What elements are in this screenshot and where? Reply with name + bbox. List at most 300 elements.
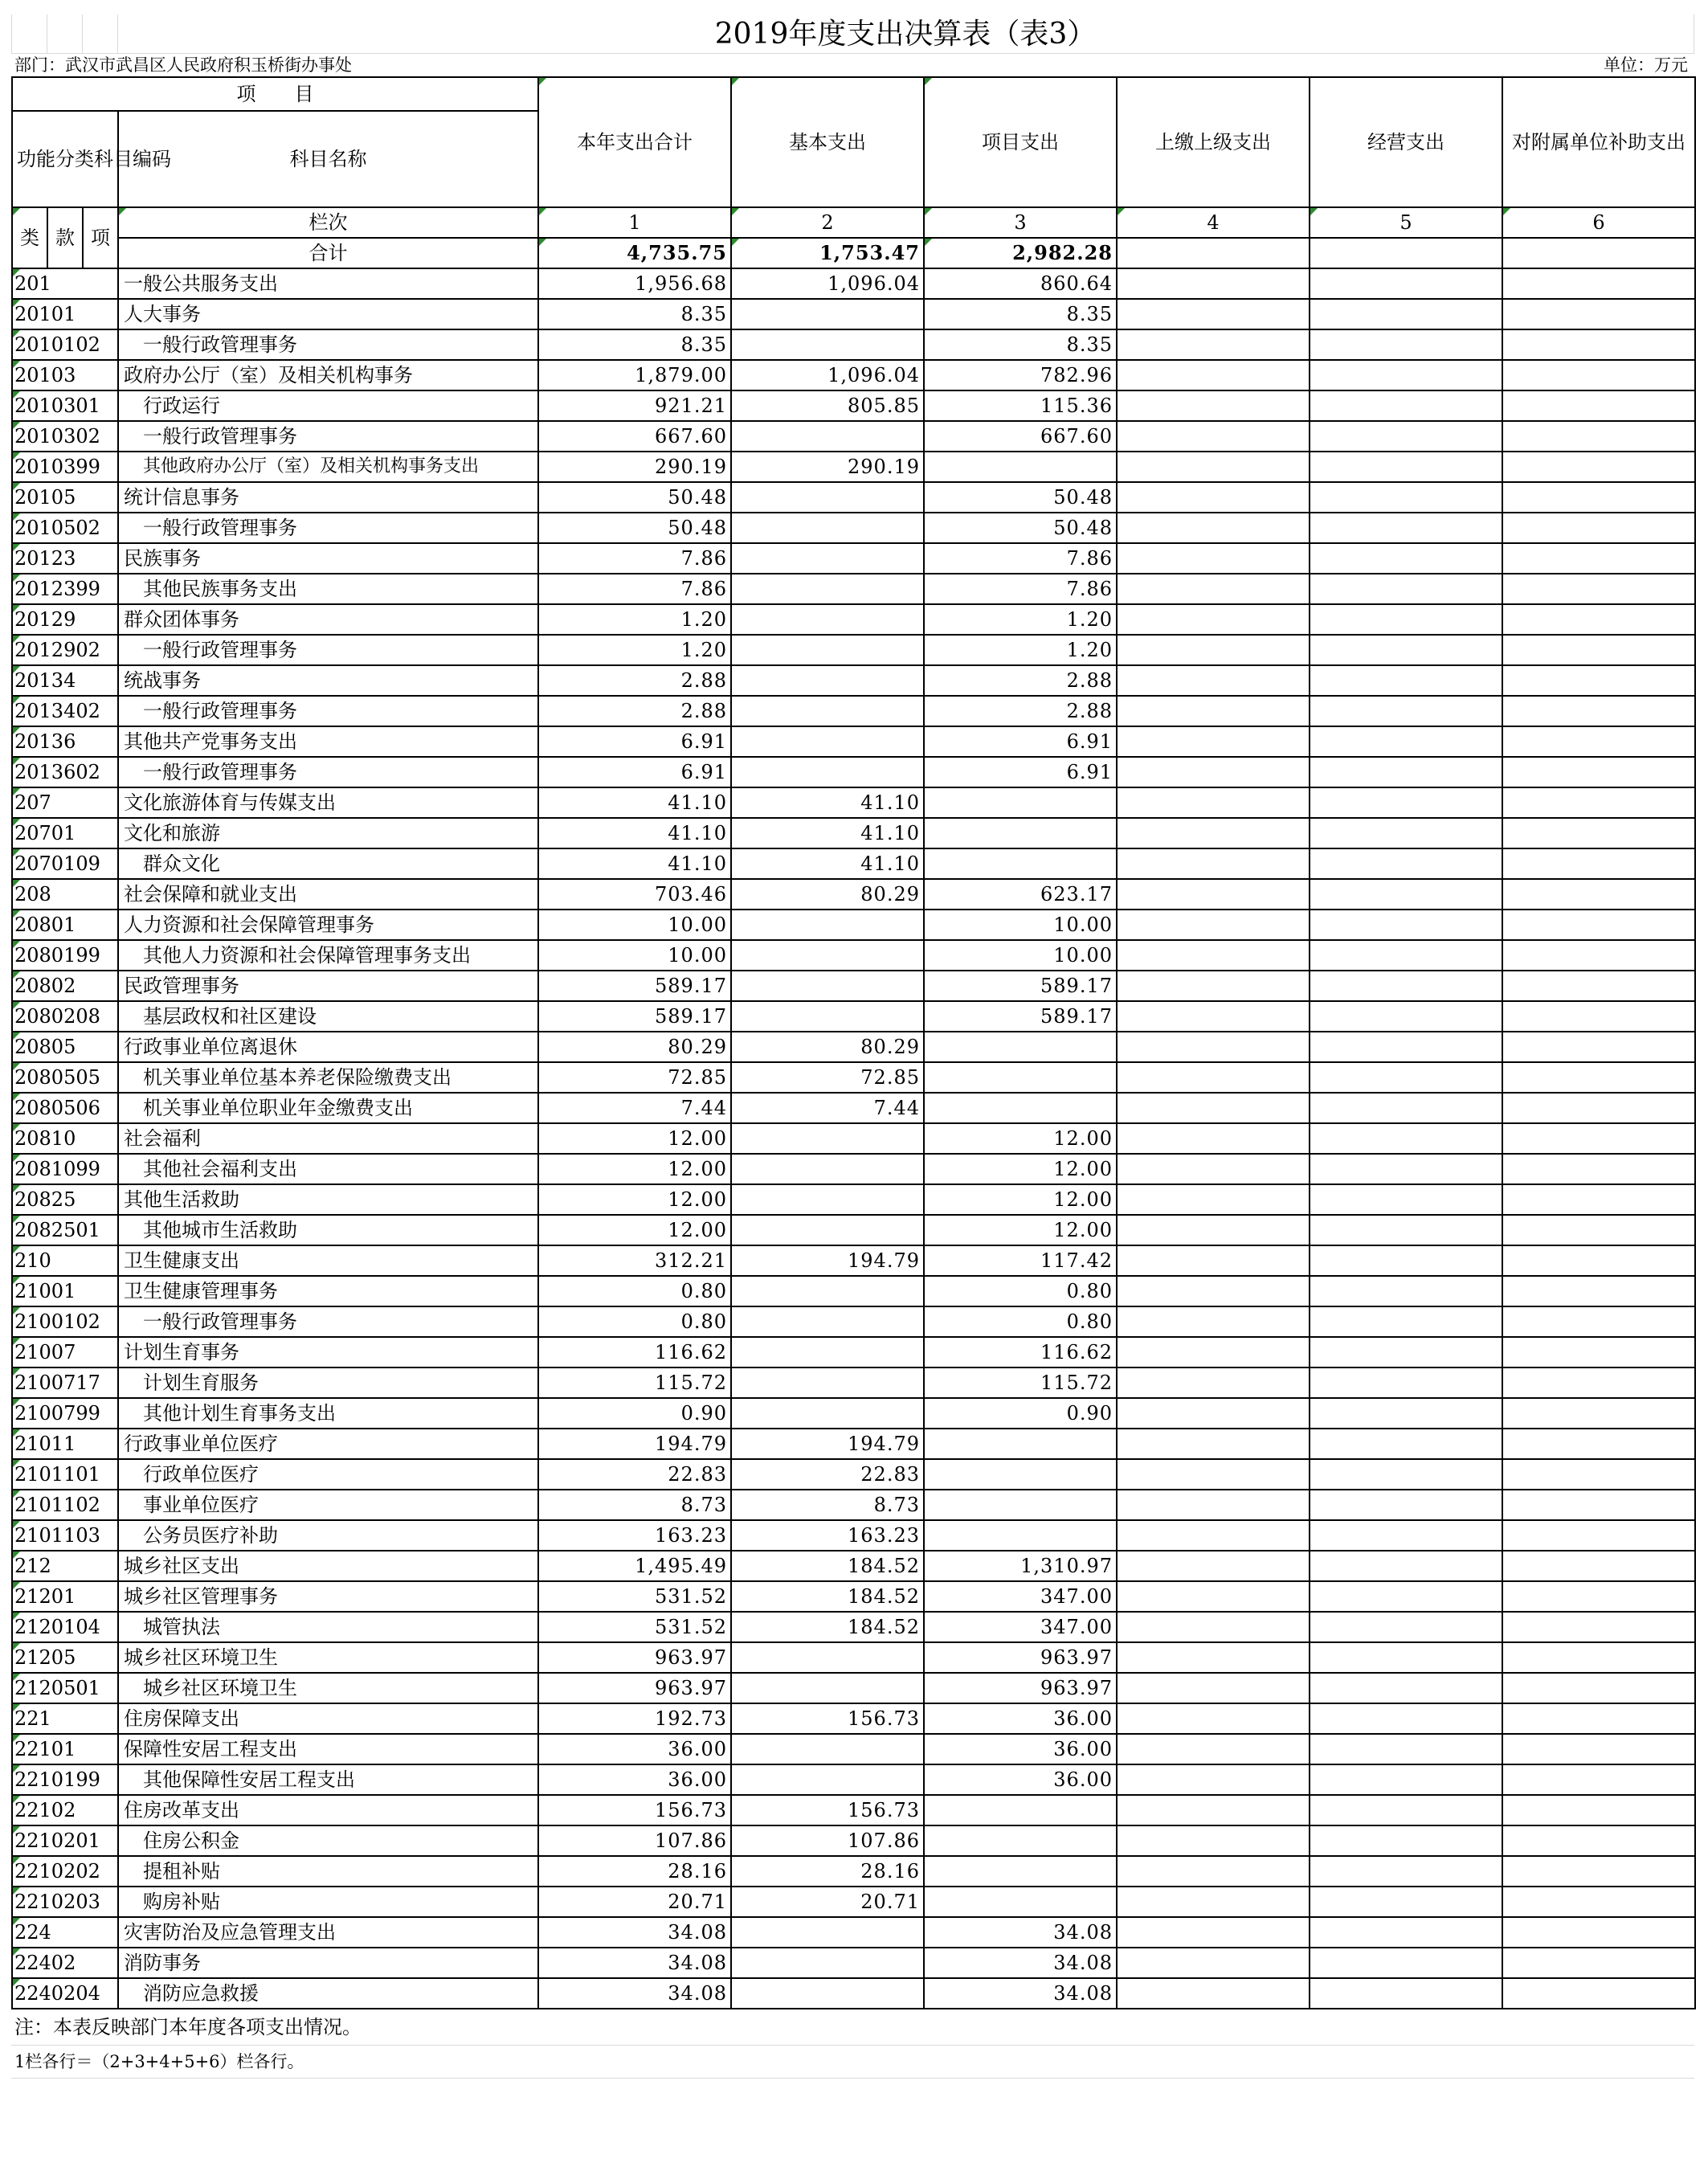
row-value-col-2 — [731, 574, 924, 604]
row-value-col-3: 36.00 — [924, 1734, 1117, 1764]
row-value-col-3: 7.86 — [924, 543, 1117, 574]
row-name: 一般行政管理事务 — [118, 635, 538, 665]
row-value-col-4 — [1117, 1917, 1310, 1948]
row-value-col-3: 1.20 — [924, 635, 1117, 665]
table-row — [12, 1184, 1695, 1215]
table-row — [12, 268, 1695, 299]
row-value-col-5 — [1310, 299, 1502, 329]
total-label: 合计 — [118, 238, 538, 268]
row-value-col-6 — [1502, 1703, 1695, 1734]
table-row — [12, 1734, 1695, 1764]
row-value-col-2: 1,096.04 — [731, 360, 924, 390]
header-col-5: 经营支出 — [1310, 77, 1502, 207]
row-value-col-4 — [1117, 1367, 1310, 1398]
row-value-col-1: 7.44 — [538, 1093, 731, 1123]
row-value-col-2: 28.16 — [731, 1856, 924, 1887]
row-code: 2210202 — [12, 1856, 118, 1887]
table-row — [12, 757, 1695, 787]
table-row — [12, 452, 1695, 482]
row-value-col-1: 8.35 — [538, 299, 731, 329]
expenditure-table — [11, 76, 1696, 2009]
row-value-col-6 — [1502, 574, 1695, 604]
row-value-col-6 — [1502, 1367, 1695, 1398]
row-value-col-5 — [1310, 1276, 1502, 1306]
row-value-col-5 — [1310, 1245, 1502, 1276]
row-value-col-1: 1,956.68 — [538, 268, 731, 299]
row-value-col-3: 115.72 — [924, 1367, 1117, 1398]
row-value-col-5 — [1310, 1459, 1502, 1490]
row-value-col-5 — [1310, 1398, 1502, 1429]
row-code: 2210201 — [12, 1825, 118, 1856]
row-name: 其他社会福利支出 — [118, 1154, 538, 1184]
meta-row — [11, 53, 1694, 76]
row-value-col-2 — [731, 1123, 924, 1154]
table-row — [12, 1306, 1695, 1337]
row-value-col-6 — [1502, 787, 1695, 818]
row-value-col-2 — [731, 1642, 924, 1673]
row-value-col-2: 194.79 — [731, 1429, 924, 1459]
table-row — [12, 1887, 1695, 1917]
col-num-5: 5 — [1310, 207, 1502, 238]
row-value-col-2: 72.85 — [731, 1062, 924, 1093]
row-value-col-3: 10.00 — [924, 910, 1117, 940]
row-value-col-6 — [1502, 971, 1695, 1001]
row-value-col-5 — [1310, 1703, 1502, 1734]
row-value-col-3: 347.00 — [924, 1612, 1117, 1642]
total-col-1: 4,735.75 — [538, 238, 731, 268]
row-code: 21011 — [12, 1429, 118, 1459]
row-value-col-6 — [1502, 665, 1695, 696]
row-value-col-1: 34.08 — [538, 1978, 731, 2009]
row-value-col-5 — [1310, 1642, 1502, 1673]
row-value-col-4 — [1117, 1764, 1310, 1795]
row-value-col-5 — [1310, 1062, 1502, 1093]
row-value-col-2 — [731, 1734, 924, 1764]
row-value-col-5 — [1310, 390, 1502, 421]
row-value-col-2 — [731, 696, 924, 726]
row-value-col-2: 156.73 — [731, 1795, 924, 1825]
row-value-col-1: 589.17 — [538, 1001, 731, 1032]
row-value-col-2: 184.52 — [731, 1581, 924, 1612]
row-value-col-1: 1.20 — [538, 635, 731, 665]
row-code: 2101101 — [12, 1459, 118, 1490]
row-value-col-1: 6.91 — [538, 757, 731, 787]
row-value-col-1: 703.46 — [538, 879, 731, 910]
total-col-5 — [1310, 238, 1502, 268]
header-col-2: 基本支出 — [731, 77, 924, 207]
row-value-col-2 — [731, 635, 924, 665]
row-value-col-3: 34.08 — [924, 1948, 1117, 1978]
row-name: 统战事务 — [118, 665, 538, 696]
row-value-col-3 — [924, 1795, 1117, 1825]
row-name: 一般行政管理事务 — [118, 696, 538, 726]
row-code: 224 — [12, 1917, 118, 1948]
row-value-col-2 — [731, 1764, 924, 1795]
row-value-col-3: 0.80 — [924, 1276, 1117, 1306]
row-value-col-3 — [924, 787, 1117, 818]
row-value-col-1: 50.48 — [538, 513, 731, 543]
row-value-col-2 — [731, 1215, 924, 1245]
row-value-col-1: 12.00 — [538, 1154, 731, 1184]
row-code: 2013402 — [12, 696, 118, 726]
row-value-col-1: 0.90 — [538, 1398, 731, 1429]
row-value-col-1: 72.85 — [538, 1062, 731, 1093]
row-value-col-4 — [1117, 1001, 1310, 1032]
row-value-col-1: 7.86 — [538, 543, 731, 574]
row-value-col-1: 41.10 — [538, 848, 731, 879]
row-value-col-3: 589.17 — [924, 971, 1117, 1001]
row-value-col-5 — [1310, 1032, 1502, 1062]
row-value-col-4 — [1117, 635, 1310, 665]
row-value-col-6 — [1502, 1917, 1695, 1948]
row-value-col-6 — [1502, 910, 1695, 940]
row-value-col-4 — [1117, 971, 1310, 1001]
row-value-col-2 — [731, 1917, 924, 1948]
row-value-col-2: 290.19 — [731, 452, 924, 482]
row-code: 20105 — [12, 482, 118, 513]
row-value-col-4 — [1117, 879, 1310, 910]
row-value-col-3 — [924, 1490, 1117, 1520]
row-code: 20810 — [12, 1123, 118, 1154]
row-value-col-5 — [1310, 1856, 1502, 1887]
row-code: 2080505 — [12, 1062, 118, 1093]
table-row — [12, 635, 1695, 665]
total-col-2: 1,753.47 — [731, 238, 924, 268]
row-name: 行政运行 — [118, 390, 538, 421]
table-row — [12, 1642, 1695, 1673]
row-value-col-6 — [1502, 1948, 1695, 1978]
row-code: 2010502 — [12, 513, 118, 543]
table-row — [12, 543, 1695, 574]
row-value-col-3: 6.91 — [924, 757, 1117, 787]
row-value-col-1: 36.00 — [538, 1764, 731, 1795]
note-2: 1栏各行＝（2+3+4+5+6）栏各行。 — [11, 2046, 1694, 2079]
row-value-col-2 — [731, 329, 924, 360]
row-value-col-6 — [1502, 543, 1695, 574]
row-value-col-4 — [1117, 1581, 1310, 1612]
row-value-col-5 — [1310, 1948, 1502, 1978]
row-code: 21007 — [12, 1337, 118, 1367]
row-value-col-6 — [1502, 1459, 1695, 1490]
table-row — [12, 482, 1695, 513]
row-value-col-3: 34.08 — [924, 1978, 1117, 2009]
row-value-col-2 — [731, 1398, 924, 1429]
row-value-col-4 — [1117, 268, 1310, 299]
row-value-col-3 — [924, 1032, 1117, 1062]
row-name: 城乡社区环境卫生 — [118, 1642, 538, 1673]
row-value-col-4 — [1117, 1062, 1310, 1093]
row-value-col-5 — [1310, 268, 1502, 299]
row-name: 人力资源和社会保障管理事务 — [118, 910, 538, 940]
row-code: 2210203 — [12, 1887, 118, 1917]
row-value-col-3: 2.88 — [924, 696, 1117, 726]
row-value-col-5 — [1310, 574, 1502, 604]
row-value-col-5 — [1310, 1306, 1502, 1337]
row-code: 2010102 — [12, 329, 118, 360]
row-name: 住房保障支出 — [118, 1703, 538, 1734]
row-value-col-4 — [1117, 1184, 1310, 1215]
row-value-col-3: 1,310.97 — [924, 1551, 1117, 1581]
row-name: 社会保障和就业支出 — [118, 879, 538, 910]
row-value-col-4 — [1117, 513, 1310, 543]
row-value-col-2 — [731, 757, 924, 787]
row-value-col-5 — [1310, 1123, 1502, 1154]
row-value-col-6 — [1502, 1184, 1695, 1215]
row-code: 221 — [12, 1703, 118, 1734]
row-name: 卫生健康管理事务 — [118, 1276, 538, 1306]
row-value-col-4 — [1117, 1215, 1310, 1245]
row-value-col-5 — [1310, 879, 1502, 910]
row-value-col-2 — [731, 1367, 924, 1398]
row-name: 其他政府办公厅（室）及相关机构事务支出 — [118, 452, 538, 482]
unit-label: 单位：万元 — [1604, 55, 1688, 75]
row-value-col-6 — [1502, 452, 1695, 482]
row-name: 一般行政管理事务 — [118, 329, 538, 360]
row-name: 民族事务 — [118, 543, 538, 574]
row-value-col-1: 963.97 — [538, 1673, 731, 1703]
table-row — [12, 1154, 1695, 1184]
row-name: 文化和旅游 — [118, 818, 538, 848]
header-row-project — [12, 77, 1695, 111]
row-value-col-2: 20.71 — [731, 1887, 924, 1917]
row-value-col-1: 589.17 — [538, 971, 731, 1001]
row-value-col-6 — [1502, 1856, 1695, 1887]
row-value-col-3 — [924, 1520, 1117, 1551]
row-value-col-3: 1.20 — [924, 604, 1117, 635]
row-code: 21201 — [12, 1581, 118, 1612]
row-code: 20801 — [12, 910, 118, 940]
row-value-col-2 — [731, 910, 924, 940]
row-name: 一般行政管理事务 — [118, 421, 538, 452]
row-value-col-3 — [924, 452, 1117, 482]
row-value-col-5 — [1310, 1612, 1502, 1642]
row-value-col-5 — [1310, 1978, 1502, 2009]
row-value-col-5 — [1310, 452, 1502, 482]
row-value-col-6 — [1502, 360, 1695, 390]
row-value-col-3: 117.42 — [924, 1245, 1117, 1276]
row-value-col-1: 12.00 — [538, 1123, 731, 1154]
row-name: 城乡社区管理事务 — [118, 1581, 538, 1612]
row-value-col-1: 50.48 — [538, 482, 731, 513]
row-value-col-3: 0.80 — [924, 1306, 1117, 1337]
row-value-col-6 — [1502, 940, 1695, 971]
row-value-col-2: 41.10 — [731, 818, 924, 848]
row-value-col-5 — [1310, 1001, 1502, 1032]
row-value-col-6 — [1502, 848, 1695, 879]
table-row — [12, 1948, 1695, 1978]
row-value-col-1: 156.73 — [538, 1795, 731, 1825]
row-value-col-6 — [1502, 1795, 1695, 1825]
table-row — [12, 1337, 1695, 1367]
row-name: 计划生育服务 — [118, 1367, 538, 1398]
row-value-col-2: 22.83 — [731, 1459, 924, 1490]
header-xiang: 项 — [83, 207, 118, 268]
row-value-col-1: 1,495.49 — [538, 1551, 731, 1581]
row-value-col-5 — [1310, 1825, 1502, 1856]
row-value-col-2 — [731, 971, 924, 1001]
row-name: 卫生健康支出 — [118, 1245, 538, 1276]
row-value-col-6 — [1502, 1245, 1695, 1276]
total-col-6 — [1502, 238, 1695, 268]
col-num-6: 6 — [1502, 207, 1695, 238]
row-value-col-4 — [1117, 818, 1310, 848]
row-value-col-1: 34.08 — [538, 1948, 731, 1978]
row-value-col-4 — [1117, 1490, 1310, 1520]
row-value-col-4 — [1117, 1276, 1310, 1306]
row-value-col-4 — [1117, 1551, 1310, 1581]
row-value-col-6 — [1502, 635, 1695, 665]
row-value-col-5 — [1310, 1429, 1502, 1459]
row-name: 文化旅游体育与传媒支出 — [118, 787, 538, 818]
row-value-col-4 — [1117, 1978, 1310, 2009]
table-row — [12, 879, 1695, 910]
row-value-col-6 — [1502, 1337, 1695, 1367]
row-value-col-6 — [1502, 1093, 1695, 1123]
row-value-col-6 — [1502, 1154, 1695, 1184]
row-value-col-2: 107.86 — [731, 1825, 924, 1856]
row-code: 2010302 — [12, 421, 118, 452]
row-value-col-6 — [1502, 1581, 1695, 1612]
row-value-col-3: 860.64 — [924, 268, 1117, 299]
row-value-col-1: 531.52 — [538, 1612, 731, 1642]
row-value-col-2: 7.44 — [731, 1093, 924, 1123]
row-value-col-5 — [1310, 1337, 1502, 1367]
row-value-col-5 — [1310, 971, 1502, 1001]
row-value-col-4 — [1117, 1520, 1310, 1551]
row-value-col-1: 116.62 — [538, 1337, 731, 1367]
row-name: 一般行政管理事务 — [118, 1306, 538, 1337]
row-value-col-6 — [1502, 1825, 1695, 1856]
page-title: 2019年度支出决算表（表3） — [714, 18, 1097, 51]
table-row — [12, 1123, 1695, 1154]
row-value-col-1: 41.10 — [538, 787, 731, 818]
row-code: 20134 — [12, 665, 118, 696]
row-value-col-3: 50.48 — [924, 513, 1117, 543]
row-value-col-5 — [1310, 1093, 1502, 1123]
table-row — [12, 1062, 1695, 1093]
row-value-col-2 — [731, 726, 924, 757]
table-row — [12, 1276, 1695, 1306]
row-code: 2100717 — [12, 1367, 118, 1398]
row-value-col-4 — [1117, 1398, 1310, 1429]
row-value-col-5 — [1310, 1581, 1502, 1612]
row-value-col-4 — [1117, 757, 1310, 787]
row-value-col-4 — [1117, 421, 1310, 452]
row-value-col-4 — [1117, 1459, 1310, 1490]
row-value-col-4 — [1117, 940, 1310, 971]
row-value-col-3: 589.17 — [924, 1001, 1117, 1032]
row-value-col-3: 6.91 — [924, 726, 1117, 757]
row-code: 212 — [12, 1551, 118, 1581]
row-value-col-4 — [1117, 482, 1310, 513]
row-value-col-5 — [1310, 604, 1502, 635]
row-value-col-6 — [1502, 299, 1695, 329]
row-value-col-5 — [1310, 1887, 1502, 1917]
row-value-col-4 — [1117, 1673, 1310, 1703]
row-value-col-6 — [1502, 1306, 1695, 1337]
row-value-col-3 — [924, 848, 1117, 879]
row-name: 一般行政管理事务 — [118, 757, 538, 787]
row-value-col-3: 2.88 — [924, 665, 1117, 696]
row-name: 其他民族事务支出 — [118, 574, 538, 604]
row-code: 201 — [12, 268, 118, 299]
table-row — [12, 1978, 1695, 2009]
row-value-col-6 — [1502, 1642, 1695, 1673]
title-row — [11, 14, 1694, 53]
row-code: 2120104 — [12, 1612, 118, 1642]
row-value-col-6 — [1502, 879, 1695, 910]
row-value-col-1: 0.80 — [538, 1276, 731, 1306]
row-value-col-4 — [1117, 726, 1310, 757]
table-row — [12, 1245, 1695, 1276]
table-row — [12, 1551, 1695, 1581]
row-value-col-6 — [1502, 1551, 1695, 1581]
row-value-col-6 — [1502, 1032, 1695, 1062]
row-value-col-2 — [731, 1948, 924, 1978]
row-value-col-6 — [1502, 329, 1695, 360]
row-value-col-6 — [1502, 482, 1695, 513]
row-value-col-3 — [924, 818, 1117, 848]
row-name: 其他共产党事务支出 — [118, 726, 538, 757]
row-value-col-5 — [1310, 513, 1502, 543]
table-row — [12, 1215, 1695, 1245]
row-value-col-4 — [1117, 1245, 1310, 1276]
row-value-col-3: 12.00 — [924, 1154, 1117, 1184]
table-row — [12, 360, 1695, 390]
row-value-col-4 — [1117, 1093, 1310, 1123]
row-value-col-4 — [1117, 1734, 1310, 1764]
row-value-col-6 — [1502, 1123, 1695, 1154]
row-value-col-4 — [1117, 1154, 1310, 1184]
row-value-col-5 — [1310, 360, 1502, 390]
row-value-col-2 — [731, 513, 924, 543]
header-col-6: 对附属单位补助支出 — [1502, 77, 1695, 207]
row-value-col-4 — [1117, 1032, 1310, 1062]
row-value-col-6 — [1502, 1276, 1695, 1306]
row-code: 20805 — [12, 1032, 118, 1062]
row-name: 提租补贴 — [118, 1856, 538, 1887]
row-value-col-4 — [1117, 1825, 1310, 1856]
row-value-col-5 — [1310, 726, 1502, 757]
row-value-col-2 — [731, 1306, 924, 1337]
col-num-3: 3 — [924, 207, 1117, 238]
row-value-col-5 — [1310, 1673, 1502, 1703]
row-name: 群众文化 — [118, 848, 538, 879]
row-value-col-2 — [731, 665, 924, 696]
table-row — [12, 910, 1695, 940]
row-name: 城乡社区支出 — [118, 1551, 538, 1581]
row-value-col-4 — [1117, 696, 1310, 726]
row-value-col-2 — [731, 421, 924, 452]
department-label: 部门：武汉市武昌区人民政府积玉桥街办事处 — [14, 55, 352, 75]
row-name: 消防事务 — [118, 1948, 538, 1978]
row-value-col-2 — [731, 1673, 924, 1703]
row-value-col-5 — [1310, 482, 1502, 513]
table-row — [12, 696, 1695, 726]
row-value-col-2 — [731, 1184, 924, 1215]
row-value-col-5 — [1310, 1917, 1502, 1948]
row-code: 20101 — [12, 299, 118, 329]
row-value-col-2: 184.52 — [731, 1612, 924, 1642]
row-value-col-4 — [1117, 329, 1310, 360]
row-name: 一般行政管理事务 — [118, 513, 538, 543]
header-subject-name: 科目名称 — [118, 111, 538, 207]
row-code: 2210199 — [12, 1764, 118, 1795]
row-value-col-4 — [1117, 452, 1310, 482]
row-code: 2120501 — [12, 1673, 118, 1703]
row-code: 22102 — [12, 1795, 118, 1825]
row-value-col-6 — [1502, 1978, 1695, 2009]
